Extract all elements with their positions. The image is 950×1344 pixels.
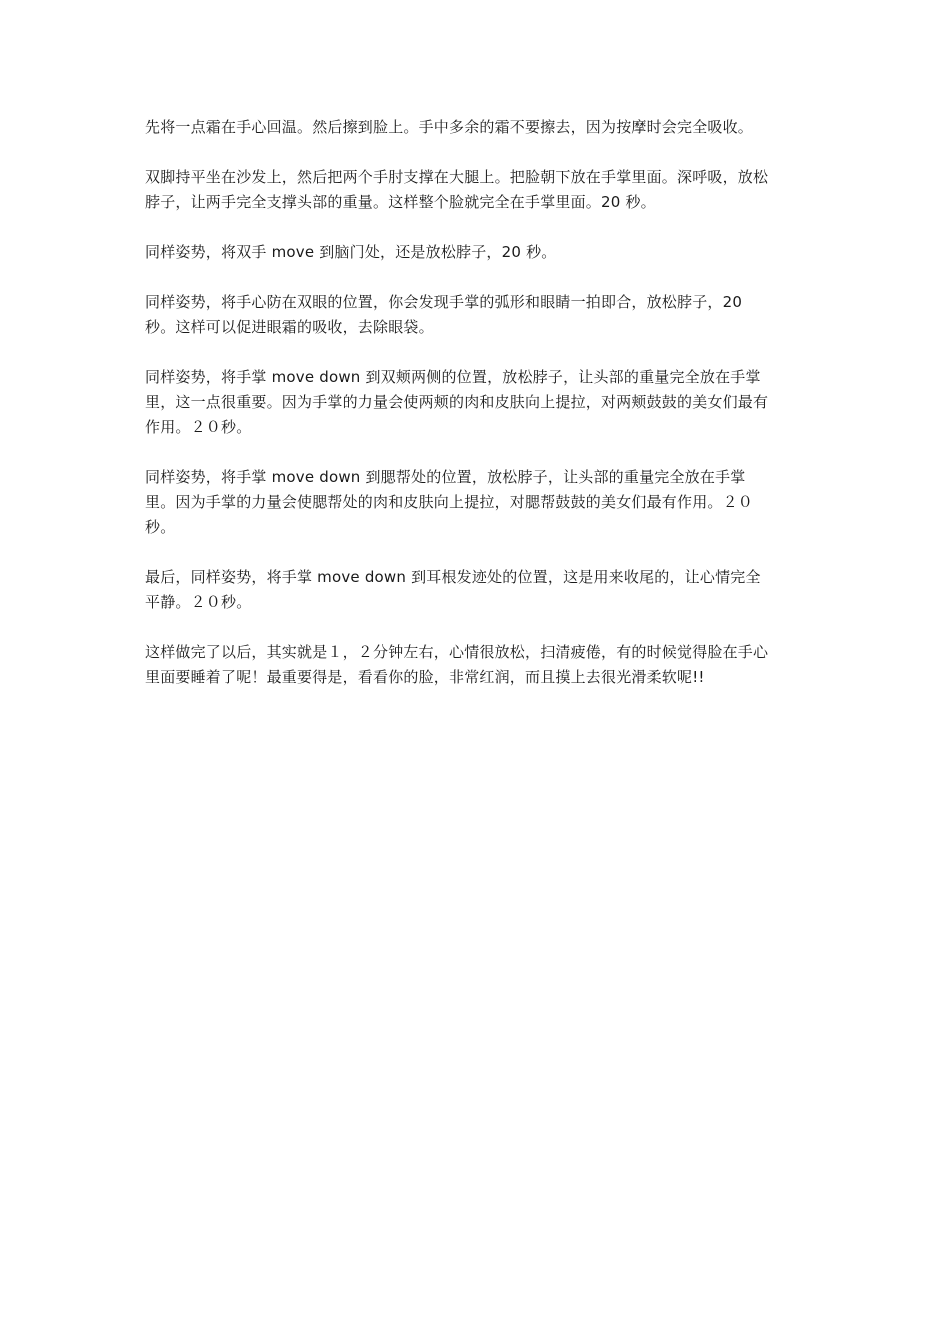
paragraph-4: 同样姿势，将手心防在双眼的位置，你会发现手掌的弧形和眼睛一拍即合，放松脖子，20 秒。这样可以促进眼霜的吸收，去除眼袋。 <box>145 293 743 336</box>
paragraph-7: 最后，同样姿势，将手掌 move down 到耳根发迹处的位置，这是用来收尾的，让心情完全平静。２０秒。 <box>145 568 761 611</box>
paragraph-2: 双脚持平坐在沙发上，然后把两个手肘支撑在大腿上。把脸朝下放在手掌里面。深呼吸，放松脖子，让两手完全支撑头部的重量。这样整个脸就完全在手掌里面。20 秒。 <box>145 168 769 211</box>
paragraph-6: 同样姿势，将手掌 move down 到腮帮处的位置，放松脖子，让头部的重量完全放在手掌里。因为手掌的力量会使腮帮处的肉和皮肤向上提拉，对腮帮鼓鼓的美女们最有作用。２０秒。 <box>145 468 754 536</box>
document-body <box>145 115 775 715</box>
paragraph-3: 同样姿势，将双手 move 到脑门处，还是放松脖子，20 秒。 <box>145 243 557 261</box>
paragraph-8: 这样做完了以后，其实就是１，２分钟左右，心情很放松，扫清疲倦，有的时候觉得脸在手心里面要睡着了呢！最重要得是，看看你的脸，非常红润，而且摸上去很光滑柔软呢!! <box>145 643 769 686</box>
paragraph-1: 先将一点霜在手心回温。然后擦到脸上。手中多余的霜不要擦去，因为按摩时会完全吸收。 <box>145 118 754 136</box>
paragraph-5: 同样姿势，将手掌 move down 到双颊两侧的位置，放松脖子，让头部的重量完全放在手掌里，这一点很重要。因为手掌的力量会使两颊的肉和皮肤向上提拉，对两颊鼓鼓的美女们最有作用。２０秒。 <box>145 368 769 436</box>
